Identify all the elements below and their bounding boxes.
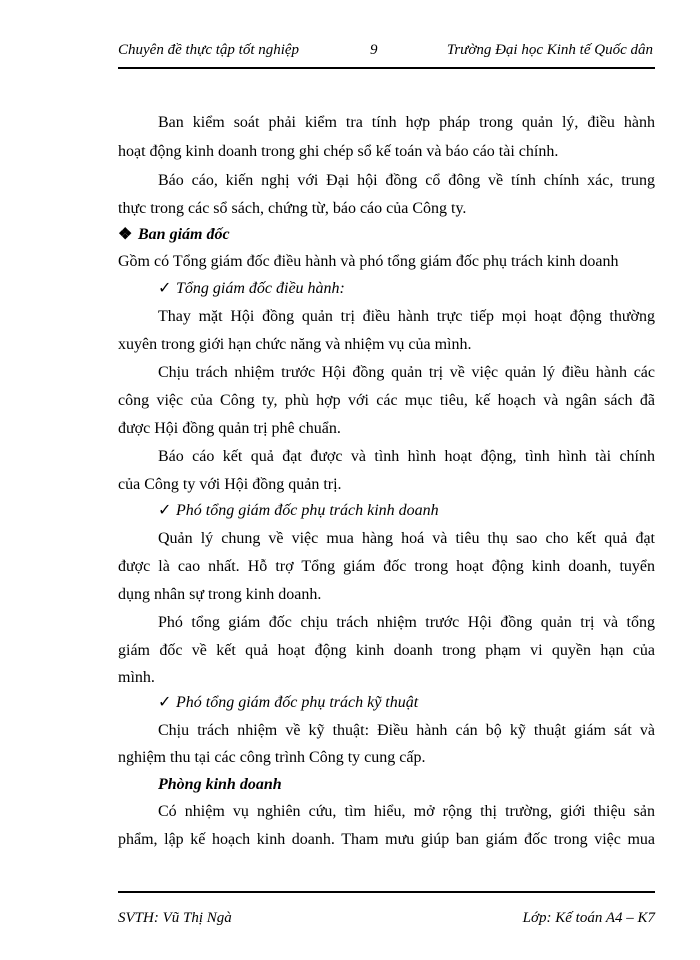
footer-right: Lớp: Kế toán A4 – K7 xyxy=(522,910,655,926)
section-heading-ban-giam-doc xyxy=(118,222,655,248)
paragraph-line: Chịu trách nhiệm trước Hội đồng quản trị về việc quản lý điều hành các xyxy=(158,364,655,381)
paragraph-line: nghiệm thu tại các công trình Công ty cung cấp. xyxy=(118,749,426,766)
paragraph-line: dụng nhân sự trong kinh doanh. xyxy=(118,586,322,603)
paragraph-line: hoạt động kinh doanh trong ghi chép sổ kế toán và báo cáo tài chính. xyxy=(118,143,559,160)
section-heading-phong-kinh-doanh xyxy=(118,772,655,798)
paragraph-line: xuyên trong giới hạn chức năng và nhiệm vụ của mình. xyxy=(118,336,472,353)
subheading-text: Tổng giám đốc điều hành: xyxy=(176,280,345,297)
paragraph-line: giám đốc về kết quả hoạt động kinh doanh trong phạm vi quyền hạn của xyxy=(118,642,655,659)
page-number: 9 xyxy=(370,42,378,58)
paragraph-line: công việc của Công ty, phù hợp với các mục tiêu, kế hoạch và ngân sách đã xyxy=(118,392,655,409)
paragraph-line: Quản lý chung về việc mua hàng hoá và tiêu thụ sao cho kết quả đạt xyxy=(158,530,655,547)
diamond-bullet-icon: ❖ xyxy=(118,226,133,243)
paragraph-line: Phó tổng giám đốc chịu trách nhiệm trước Hội đồng quản trị và tổng xyxy=(158,614,655,631)
paragraph-line: mình. xyxy=(118,669,155,686)
footer-left: SVTH: Vũ Thị Ngà xyxy=(118,910,232,926)
subheading-pho-tgd-kinh-doanh xyxy=(118,498,655,524)
paragraph-line: Thay mặt Hội đồng quản trị điều hành trực tiếp mọi hoạt động thường xyxy=(158,308,655,325)
check-mark-icon: ✓ xyxy=(158,502,172,519)
paragraph-line: Báo cáo kết quả đạt được và tình hình hoạt động, tình hình tài chính xyxy=(158,448,655,465)
paragraph-line: Có nhiệm vụ nghiên cứu, tìm hiểu, mở rộng thị trường, giới thiệu sản xyxy=(158,803,655,820)
subheading-pho-tgd-ky-thuat xyxy=(118,690,655,716)
check-mark-icon: ✓ xyxy=(158,280,172,297)
page-footer xyxy=(118,910,655,934)
check-mark-icon: ✓ xyxy=(158,694,172,711)
paragraph-line: Ban kiểm soát phải kiểm tra tính hợp pháp trong quản lý, điều hành xyxy=(158,114,655,131)
paragraph-line: thực trong các sổ sách, chứng từ, báo cáo của Công ty. xyxy=(118,200,467,217)
header-left: Chuyên đề thực tập tốt nghiệp xyxy=(118,42,300,58)
header-rule xyxy=(118,67,655,69)
page-header xyxy=(118,42,653,66)
heading-text: Ban giám đốc xyxy=(138,226,230,243)
paragraph-line: Báo cáo, kiến nghị với Đại hội đồng cổ đông về tính chính xác, trung xyxy=(158,172,655,189)
subheading-tong-giam-doc xyxy=(118,276,655,302)
paragraph-line: Chịu trách nhiệm về kỹ thuật: Điều hành cán bộ kỹ thuật giám sát và xyxy=(158,722,655,739)
footer-rule xyxy=(118,891,655,893)
subheading-text: Phó tổng giám đốc phụ trách kinh doanh xyxy=(176,502,439,519)
paragraph-line: của Công ty với Hội đồng quản trị. xyxy=(118,476,342,493)
paragraph-line: phẩm, lập kế hoạch kinh doanh. Tham mưu giúp ban giám đốc trong việc mua xyxy=(118,831,655,848)
heading-text: Phòng kinh doanh xyxy=(158,776,282,793)
header-right: Trường Đại học Kinh tế Quốc dân xyxy=(446,42,653,58)
paragraph-line: được Hội đồng quản trị phê chuẩn. xyxy=(118,420,341,437)
paragraph-line: được là cao nhất. Hỗ trợ Tổng giám đốc trong hoạt động kinh doanh, tuyển xyxy=(118,558,655,575)
paragraph-line: Gồm có Tổng giám đốc điều hành và phó tổng giám đốc phụ trách kinh doanh xyxy=(118,253,619,270)
subheading-text: Phó tổng giám đốc phụ trách kỹ thuật xyxy=(176,694,419,711)
